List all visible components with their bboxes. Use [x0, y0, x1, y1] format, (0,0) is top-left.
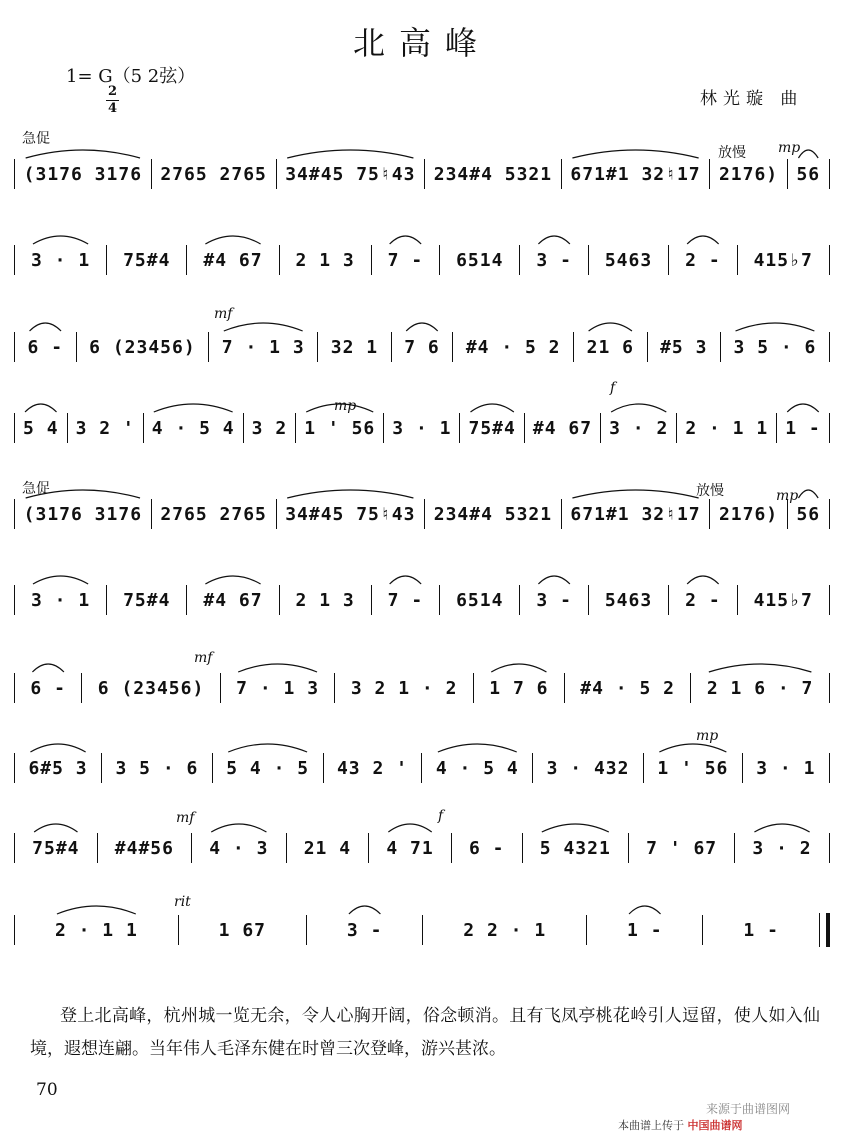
measure: 2765 2765 [160, 503, 267, 525]
barline [14, 753, 15, 783]
measure: 3 · 2 [752, 837, 812, 859]
notation-system [14, 494, 830, 534]
barline [14, 673, 15, 703]
final-barline [819, 913, 830, 947]
measure: 3 - [536, 589, 572, 611]
measure: 1 - [785, 417, 821, 439]
barline [212, 753, 213, 783]
barline [243, 413, 244, 443]
notation-system [14, 327, 830, 367]
barline [143, 413, 144, 443]
barline [14, 159, 15, 189]
measure: 3 - [346, 919, 383, 941]
barline [829, 245, 830, 275]
system-measures [14, 828, 830, 868]
measure: 3 · 1 [756, 757, 816, 779]
score-title: 北高峰 [352, 24, 491, 62]
notation-system [14, 580, 830, 620]
measure: 75#4 [123, 589, 171, 611]
measure: 2 · 1 1 [54, 919, 138, 941]
measure: 2 - [685, 589, 721, 611]
barline [186, 585, 187, 615]
barline [787, 499, 788, 529]
barline [106, 585, 107, 615]
measure: 75#4 [123, 249, 171, 271]
barline [561, 159, 562, 189]
measure: 3 - [536, 249, 572, 271]
measure: 1 - [743, 919, 779, 941]
barline [97, 833, 98, 863]
measure: 75#4 [468, 417, 516, 439]
time-signature-bottom: 4 [108, 101, 118, 116]
barline [737, 585, 738, 615]
barline [734, 833, 735, 863]
measure: 3 5 · 6 [733, 336, 817, 358]
measure: 2 1 3 [295, 589, 355, 611]
measure: 75#4 [32, 837, 80, 859]
barline [519, 585, 520, 615]
measure: 34#45 75♮43 [285, 163, 416, 185]
barline [276, 159, 277, 189]
barline [532, 753, 533, 783]
system-measures [14, 580, 830, 620]
system-measures [14, 408, 830, 448]
measure: 1 ' 56 [304, 417, 376, 439]
watermark-upload [618, 1117, 743, 1133]
barline [371, 585, 372, 615]
barline [561, 499, 562, 529]
barline [371, 245, 372, 275]
notation-system [14, 240, 830, 280]
measure: 32 1 [330, 336, 379, 358]
barline [424, 499, 425, 529]
barline [178, 915, 179, 945]
dynamic-marking: f [610, 380, 616, 396]
measure: 2176) [718, 503, 779, 525]
barline [586, 915, 587, 945]
measure: 6 - [27, 336, 64, 358]
barline [186, 245, 187, 275]
barline [424, 159, 425, 189]
measure: 7 - [387, 249, 424, 271]
measure: 3 · 1 [392, 417, 452, 439]
measure: 2 - [685, 249, 721, 271]
measure: 7 · 1 3 [221, 336, 305, 358]
measure: (3176 3176 [23, 503, 143, 525]
barline [829, 833, 830, 863]
tempo-marking: 急促 [22, 131, 50, 147]
barline [279, 245, 280, 275]
barline [742, 753, 743, 783]
measure: 2176) [718, 163, 779, 185]
measure: 6 - [30, 677, 66, 699]
measure: 34#45 75♮43 [285, 503, 416, 525]
tempo-marking: rit [174, 894, 191, 910]
system-measures [14, 327, 830, 367]
barline [452, 332, 453, 362]
notation-system [14, 154, 830, 194]
measure: 3 · 1 [30, 249, 91, 271]
barline [323, 753, 324, 783]
measure: 4 · 3 [209, 837, 269, 859]
measure: 7 - [387, 589, 424, 611]
dynamic-marking: mp [776, 488, 799, 504]
notation-system [14, 668, 830, 708]
page-number: 70 [36, 1080, 58, 1100]
measure: 6#5 3 [28, 757, 88, 779]
barline [368, 833, 369, 863]
barline [600, 413, 601, 443]
barline [317, 332, 318, 362]
measure: #4 · 5 2 [465, 336, 561, 358]
barline [829, 413, 830, 443]
measure: 6 - [469, 837, 505, 859]
time-signature-top: 2 [108, 84, 118, 99]
watermark-source: 来源于曲谱图网 [706, 1102, 791, 1116]
measure: 2 2 · 1 [463, 919, 547, 941]
measure: 5 4 · 5 [226, 757, 310, 779]
measure: 3 · 2 [609, 417, 669, 439]
barline [334, 673, 335, 703]
barline [829, 673, 830, 703]
barline [421, 753, 422, 783]
measure: 2 1 3 [295, 249, 355, 271]
barline [81, 673, 82, 703]
measure: #5 3 [660, 336, 708, 358]
barline [473, 673, 474, 703]
notation-system [14, 748, 830, 788]
barline [391, 332, 392, 362]
caption-paragraph: 登上北高峰，杭州城一览无余，令人心胸开阔，俗念顿消。且有飞凤亭桃花岭引人逗留，使人如入仙境，遐想连翩。当年伟人毛泽东健在时曾三次登峰，游兴甚浓。 [30, 1006, 820, 1059]
barline [737, 245, 738, 275]
barline [14, 245, 15, 275]
barline [668, 245, 669, 275]
system-measures [14, 154, 830, 194]
notation-system [14, 828, 830, 868]
measure: 4 · 5 4 [435, 757, 519, 779]
composer-credit: 林光璇 曲 [700, 89, 804, 109]
barline [286, 833, 287, 863]
barline [459, 413, 460, 443]
barline [787, 159, 788, 189]
barline [67, 413, 68, 443]
measure: 415♭7 [753, 249, 813, 271]
measure: #4 67 [203, 249, 263, 271]
measure: 234#4 5321 [433, 163, 553, 185]
measure: 1 67 [218, 919, 267, 941]
barline [276, 499, 277, 529]
notation-system [14, 408, 830, 448]
measure: 1 - [627, 919, 663, 941]
measure: 6514 [456, 589, 504, 611]
system-measures [14, 748, 830, 788]
measure: (3176 3176 [23, 163, 143, 185]
system-measures [14, 494, 830, 534]
watermark-upload-text: 本曲谱上传于 [618, 1119, 684, 1132]
measure: #4 · 5 2 [580, 677, 675, 699]
barline [588, 585, 589, 615]
barline [451, 833, 452, 863]
barline [14, 585, 15, 615]
measure: 1 ' 56 [657, 757, 729, 779]
barline [191, 833, 192, 863]
measure: 7 ' 67 [646, 837, 718, 859]
measure: #4#56 [114, 837, 174, 859]
barline [643, 753, 644, 783]
barline [14, 499, 15, 529]
barline [668, 585, 669, 615]
measure: 2765 2765 [160, 163, 267, 185]
barline [383, 413, 384, 443]
measure: 671#1 32♮17 [570, 503, 701, 525]
measure: 671#1 32♮17 [570, 163, 701, 185]
barline [151, 159, 152, 189]
barline [522, 833, 523, 863]
barline [524, 413, 525, 443]
dynamic-marking: f [438, 808, 444, 824]
barline [720, 332, 721, 362]
barline [439, 245, 440, 275]
barline [151, 499, 152, 529]
barline [306, 915, 307, 945]
measure: 6 (23456) [89, 336, 196, 358]
notation-system [14, 910, 830, 950]
measure: 7 · 1 3 [236, 677, 320, 699]
measure: 5 4 [23, 417, 59, 439]
barline [220, 673, 221, 703]
measure: 2 1 6 · 7 [706, 677, 814, 699]
barline [573, 332, 574, 362]
barline [14, 413, 15, 443]
measure: 1 7 6 [489, 677, 549, 699]
barline [676, 413, 677, 443]
dynamic-marking: mp [778, 140, 801, 156]
measure: 5463 [604, 589, 653, 611]
barline [295, 413, 296, 443]
measure: 7 6 [404, 336, 440, 358]
barline [14, 833, 15, 863]
measure: 415♭7 [753, 589, 813, 611]
watermark-brand: 中国曲谱网 [687, 1119, 743, 1132]
measure: 56 [796, 163, 821, 185]
barline [76, 332, 77, 362]
key-signature: 1= G（5 2弦） [66, 66, 196, 87]
barline [14, 332, 15, 362]
dynamic-marking: mf [176, 810, 195, 826]
measure: 3 · 1 [30, 589, 91, 611]
measure: 6514 [456, 249, 504, 271]
dynamic-marking: mp [696, 728, 719, 744]
measure: 5 4321 [539, 837, 611, 859]
dynamic-marking: mf [194, 650, 213, 666]
barline [829, 585, 830, 615]
tempo-marking: 放慢 [696, 483, 724, 499]
system-measures [14, 910, 830, 950]
measure: 3 2 ' [75, 417, 135, 439]
barline [564, 673, 565, 703]
measure: 234#4 5321 [433, 503, 553, 525]
barline [709, 499, 710, 529]
barline [279, 585, 280, 615]
measure: 3 2 [251, 417, 288, 439]
barline [829, 753, 830, 783]
barline [829, 332, 830, 362]
barline [106, 245, 107, 275]
measure: 2 · 1 1 [685, 417, 769, 439]
measure: 4 71 [386, 837, 434, 859]
barline [439, 585, 440, 615]
measure: 43 2 ' [336, 757, 408, 779]
barline [588, 245, 589, 275]
barline [829, 159, 830, 189]
barline [690, 673, 691, 703]
measure: 4 · 5 4 [151, 417, 235, 439]
measure: 21 4 [303, 837, 352, 859]
barline [101, 753, 102, 783]
barline [208, 332, 209, 362]
barline [519, 245, 520, 275]
dynamic-marking: mf [214, 306, 233, 322]
measure: 21 6 [586, 336, 634, 358]
system-measures [14, 668, 830, 708]
measure: 3 · 432 [546, 757, 630, 779]
time-signature [106, 84, 119, 117]
tempo-marking: 急促 [22, 481, 50, 497]
barline [14, 915, 15, 945]
barline [829, 499, 830, 529]
measure: #4 67 [203, 589, 263, 611]
measure: 6 (23456) [97, 677, 205, 699]
barline [647, 332, 648, 362]
measure: 56 [796, 503, 821, 525]
measure: #4 67 [532, 417, 593, 439]
barline [776, 413, 777, 443]
barline [702, 915, 703, 945]
measure: 3 2 1 · 2 [350, 677, 458, 699]
barline [628, 833, 629, 863]
measure: 3 5 · 6 [115, 757, 199, 779]
system-measures [14, 240, 830, 280]
barline [422, 915, 423, 945]
barline [709, 159, 710, 189]
dynamic-marking: mp [334, 398, 357, 414]
measure: 5463 [604, 249, 653, 271]
tempo-marking: 放慢 [718, 145, 746, 161]
